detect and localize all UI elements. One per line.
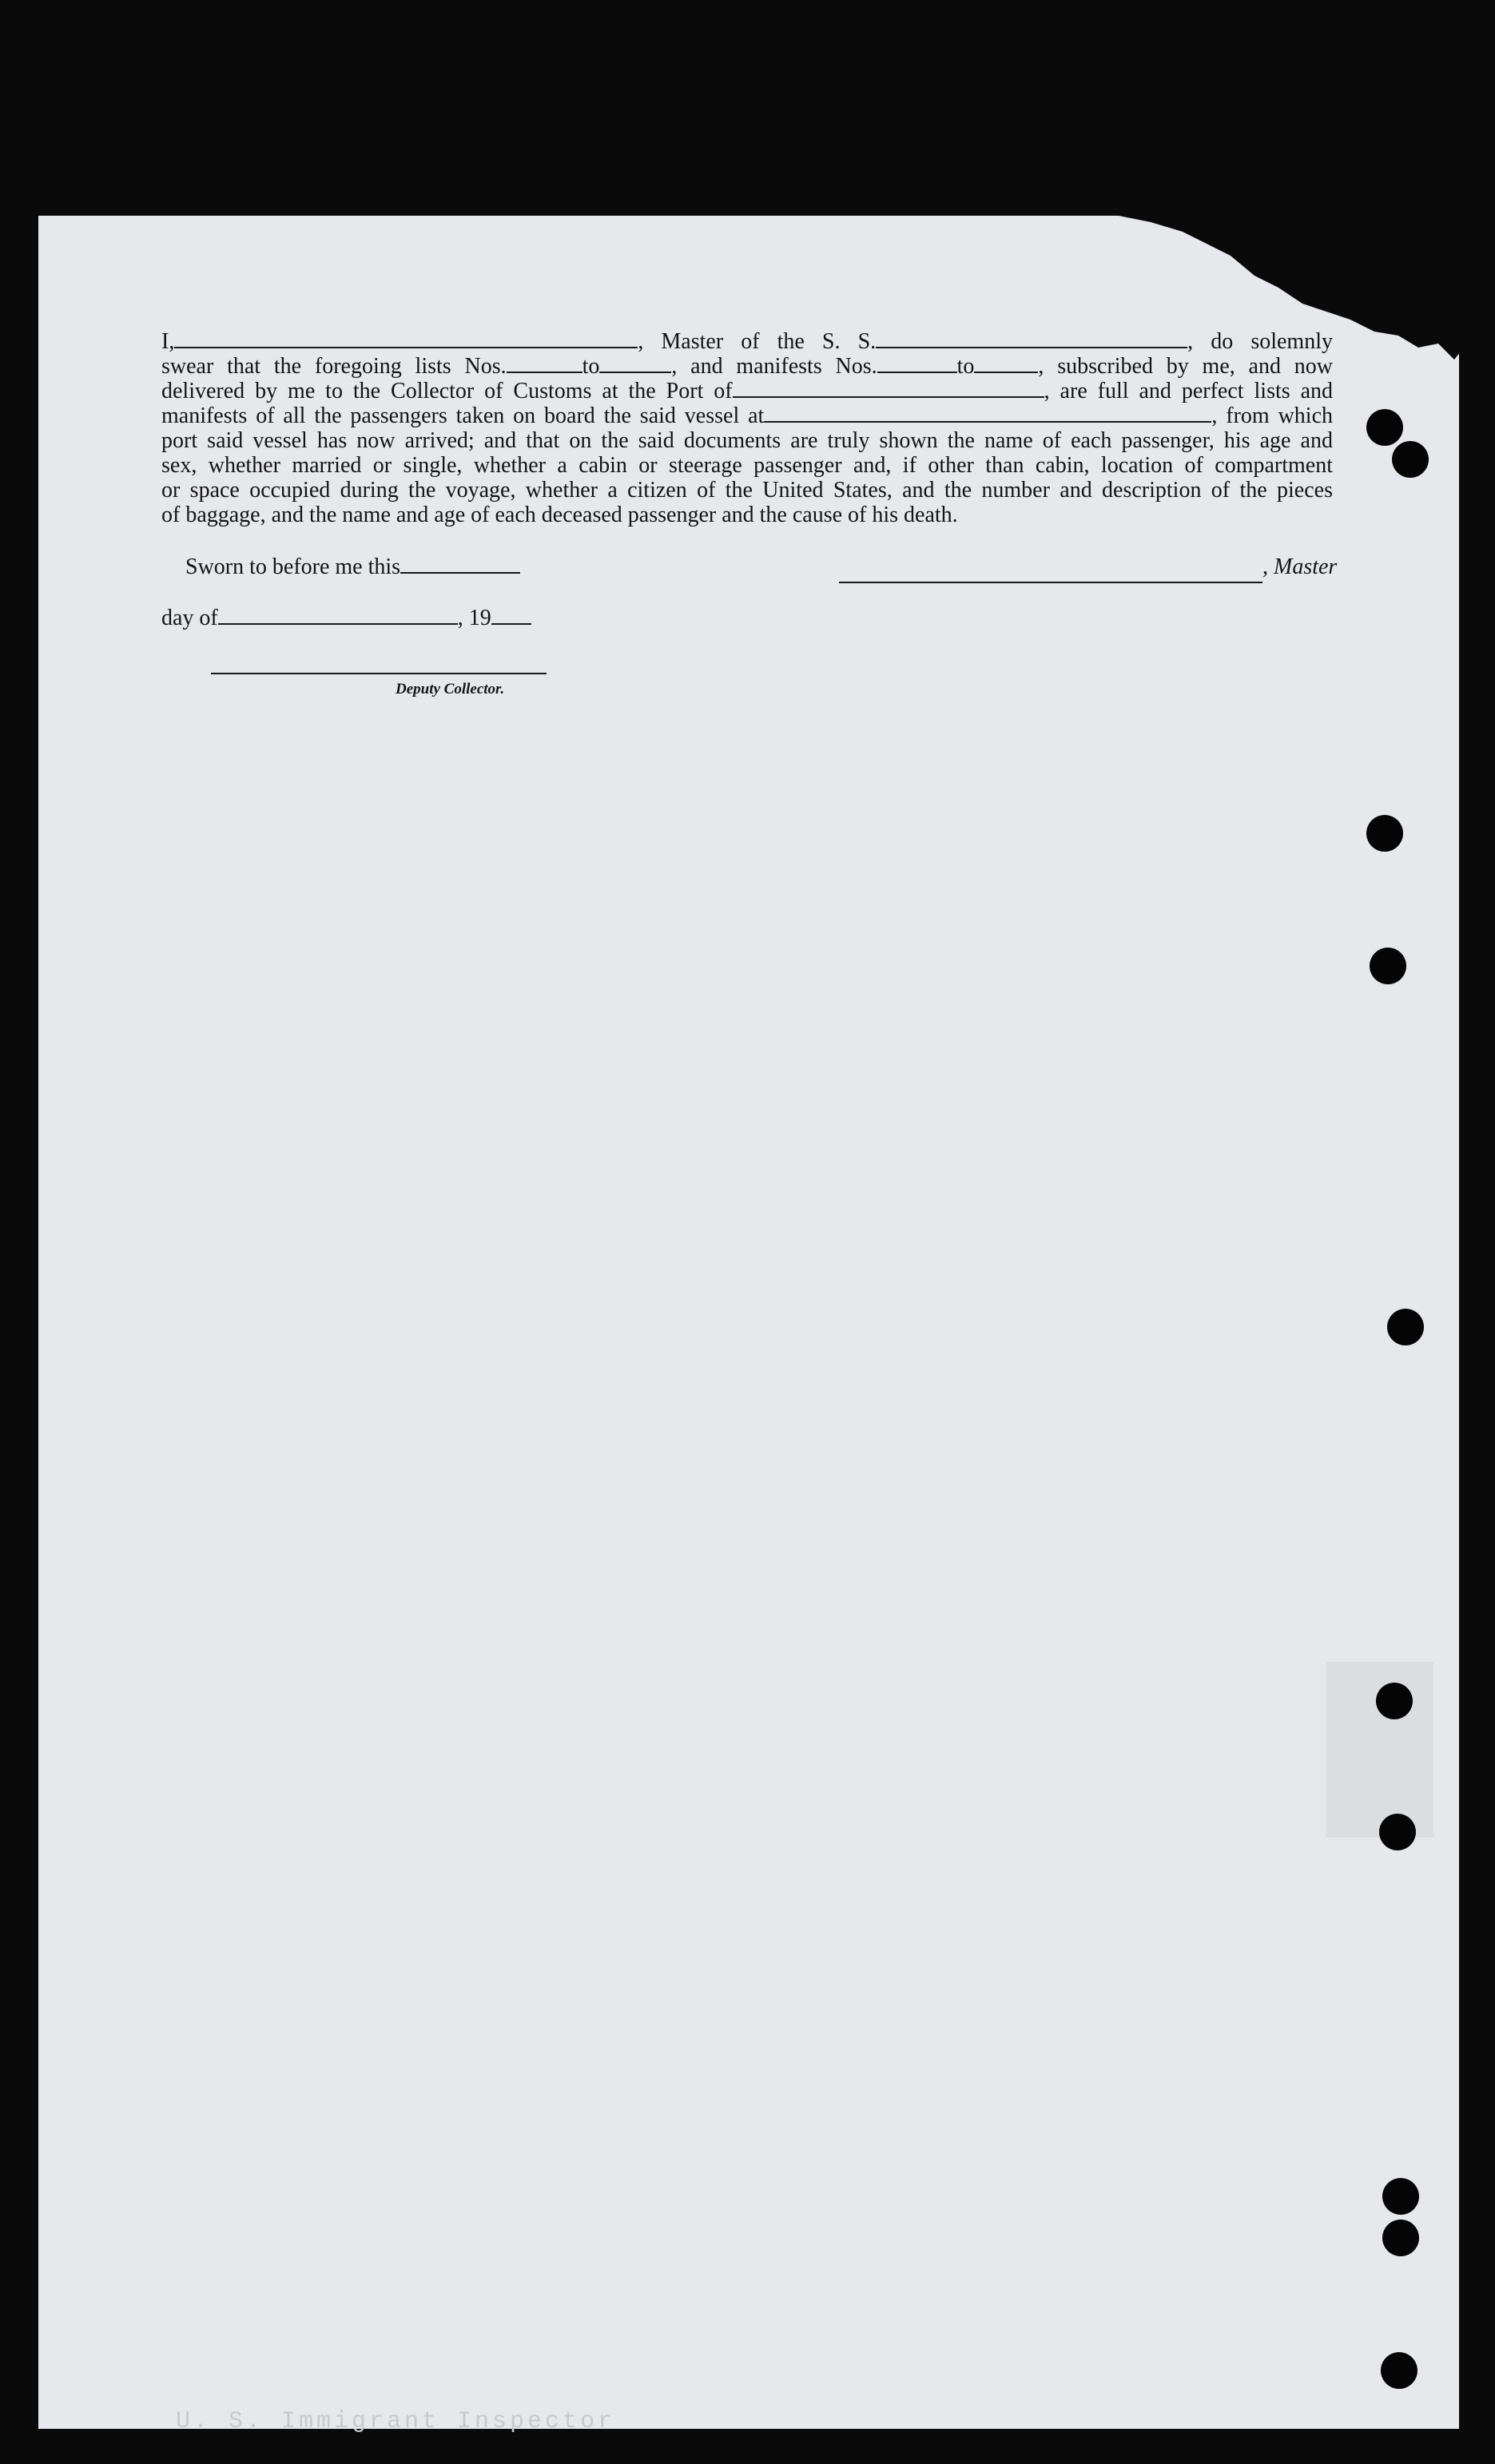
punch-hole: [1382, 2178, 1419, 2215]
oath-line-8: of baggage, and the name and age of each deceased passenger and the cause of his death.: [161, 503, 958, 527]
year-field[interactable]: [491, 607, 531, 625]
year-label: , 19: [457, 606, 491, 630]
sworn-statement: [185, 554, 520, 580]
oath-line-4: [161, 403, 1333, 428]
master-name-field[interactable]: [174, 331, 638, 348]
master-label: , Master: [1262, 554, 1338, 579]
oath-line-5: port said vessel has now arrived; and that on the said documents are truly shown the name of each passenger, his age and: [161, 428, 1333, 453]
punch-hole: [1366, 409, 1403, 446]
manifests-from-field[interactable]: [877, 356, 957, 373]
manifest-page: [38, 216, 1459, 2429]
oath-line-7: or space occupied during the voyage, whether a citizen of the United States, and the number and description of the pieces: [161, 478, 1333, 503]
oath-text: swear that the foregoing lists Nos.: [161, 354, 507, 379]
oath-line-1: [161, 329, 1333, 354]
punch-hole: [1392, 441, 1429, 478]
oath-text: delivered by me to the Collector of Customs at the Port of: [161, 379, 733, 403]
lists-to-field[interactable]: [599, 356, 671, 373]
punch-hole: [1381, 2352, 1417, 2389]
punch-hole: [1387, 1309, 1424, 1345]
punch-hole: [1379, 1814, 1416, 1850]
oath-text: manifests of all the passengers taken on board the said vessel at: [161, 403, 765, 428]
oath-text: , do solemnly: [1187, 329, 1333, 354]
punch-hole: [1366, 815, 1403, 852]
punch-hole: [1382, 2220, 1419, 2256]
sworn-label: Sworn to before me this: [185, 554, 401, 579]
oath-text: to: [582, 354, 600, 379]
oath-line-2: [161, 354, 1333, 379]
lists-from-field[interactable]: [507, 356, 582, 373]
oath-text: I,: [161, 329, 175, 354]
oath-line-3: [161, 379, 1333, 403]
deputy-collector-label: Deputy Collector.: [396, 681, 505, 697]
sworn-date-field[interactable]: [400, 556, 520, 574]
departure-port-field[interactable]: [764, 405, 1211, 423]
punch-hole: [1376, 1683, 1413, 1719]
port-field[interactable]: [733, 380, 1044, 398]
oath-line-6: sex, whether married or single, whether a cabin or steerage passenger and, if other than cabin, location of compartment: [161, 453, 1333, 478]
master-signature-line[interactable]: [839, 582, 1262, 583]
day-label: day of: [161, 606, 218, 630]
oath-text: to: [956, 354, 975, 379]
oath-text: , subscribed by me, and now: [1038, 354, 1334, 379]
oath-paragraph: [161, 329, 1333, 527]
vessel-name-field[interactable]: [876, 331, 1187, 348]
manifests-to-field[interactable]: [974, 356, 1038, 373]
month-field[interactable]: [218, 607, 458, 625]
inspector-stamp: U. S. Immigrant Inspector: [176, 2408, 616, 2435]
oath-text: , from which: [1211, 403, 1333, 428]
oath-text: , are full and perfect lists and: [1044, 379, 1333, 403]
oath-text: , Master of the S. S.: [638, 329, 877, 354]
deputy-signature-line[interactable]: [211, 673, 547, 674]
day-statement: [161, 606, 531, 631]
oath-text: , and manifests Nos.: [671, 354, 877, 379]
punch-hole: [1370, 948, 1406, 984]
